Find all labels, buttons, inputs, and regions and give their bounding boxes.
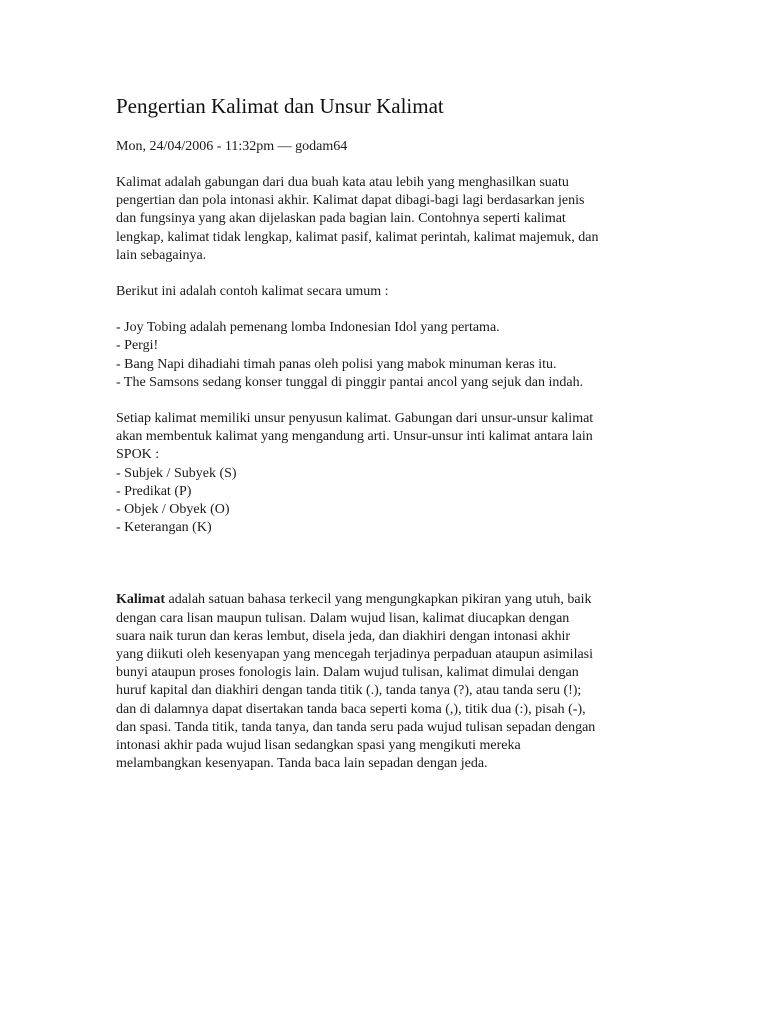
- definition-line: bunyi ataupun proses fonologis lain. Dalam wujud tulisan, kalimat dimulai dengan: [116, 665, 579, 681]
- spok-item: - Subjek / Subyek (S): [116, 465, 237, 481]
- article-meta: Mon, 24/04/2006 - 11:32pm — godam64: [116, 139, 348, 154]
- definition-line: dan di dalamnya dapat disertakan tanda baca seperti koma (,), titik dua (:), pisah (-),: [116, 701, 586, 717]
- example-item: - Joy Tobing adalah pemenang lomba Indonesian Idol yang pertama.: [116, 320, 500, 336]
- definition-term: Kalimat: [116, 592, 165, 608]
- intro-line: pengertian dan pola intonasi akhir. Kalimat dapat dibagi-bagi lagi berdasarkan jenis: [116, 193, 585, 209]
- definition-line: suara naik turun dan keras lembut, disela jeda, dan diakhiri dengan intonasi akhir: [116, 628, 571, 644]
- spok-item: - Objek / Obyek (O): [116, 502, 230, 518]
- example-item: - The Samsons sedang konser tunggal di pinggir pantai ancol yang sejuk dan indah.: [116, 374, 584, 390]
- examples-intro-line: Berikut ini adalah contoh kalimat secara umum :: [116, 284, 389, 300]
- definition-paragraph: [116, 591, 656, 773]
- definition-line: huruf kapital dan diakhiri dengan tanda titik (.), tanda tanya (?), atau tanda seru (!);: [116, 683, 582, 699]
- definition-line: melambangkan kesenyapan. Tanda baca lain sepadan dengan jeda.: [116, 756, 488, 772]
- spok-item: - Predikat (P): [116, 483, 192, 499]
- spok-line: akan membentuk kalimat yang mengandung arti. Unsur-unsur inti kalimat antara lain: [116, 429, 593, 445]
- intro-line: lain sebagainya.: [116, 247, 207, 263]
- definition-first-rest: adalah satuan bahasa terkecil yang mengungkapkan pikiran yang utuh, baik: [165, 592, 592, 608]
- article-title: Pengertian Kalimat dan Unsur Kalimat: [116, 94, 444, 118]
- definition-line: dengan cara lisan maupun tulisan. Dalam wujud lisan, kalimat diucapkan dengan: [116, 610, 570, 626]
- definition-line: intonasi akhir pada wujud lisan sedangkan spasi yang mengikuti mereka: [116, 738, 521, 754]
- intro-line: Kalimat adalah gabungan dari dua buah kata atau lebih yang menghasilkan suatu: [116, 175, 569, 190]
- examples-list: [116, 319, 656, 392]
- examples-intro: [116, 283, 656, 301]
- intro-line: lengkap, kalimat tidak lengkap, kalimat pasif, kalimat perintah, kalimat majemuk, dan: [116, 229, 599, 245]
- definition-line: yang diikuti oleh kesenyapan yang mencegah terjadinya perpaduan ataupun asimilasi: [116, 647, 594, 663]
- definition-line: dan spasi. Tanda titik, tanda tanya, dan tanda seru pada wujud tulisan sepadan dengan: [116, 719, 596, 735]
- intro-line: dan fungsinya yang akan dijelaskan pada bagian lain. Contohnya seperti kalimat: [116, 211, 566, 227]
- spok-line: SPOK :: [116, 447, 160, 463]
- spok-item: - Keterangan (K): [116, 520, 212, 536]
- intro-paragraph: [116, 174, 656, 265]
- spok-line: Setiap kalimat memiliki unsur penyusun kalimat. Gabungan dari unsur-unsur kalimat: [116, 411, 594, 427]
- document-page: [116, 92, 656, 773]
- spok-paragraph: [116, 410, 656, 537]
- example-item: - Bang Napi dihadiahi timah panas oleh polisi yang mabok minuman keras itu.: [116, 356, 557, 372]
- definition-first-line: [116, 591, 656, 609]
- example-item: - Pergi!: [116, 338, 159, 354]
